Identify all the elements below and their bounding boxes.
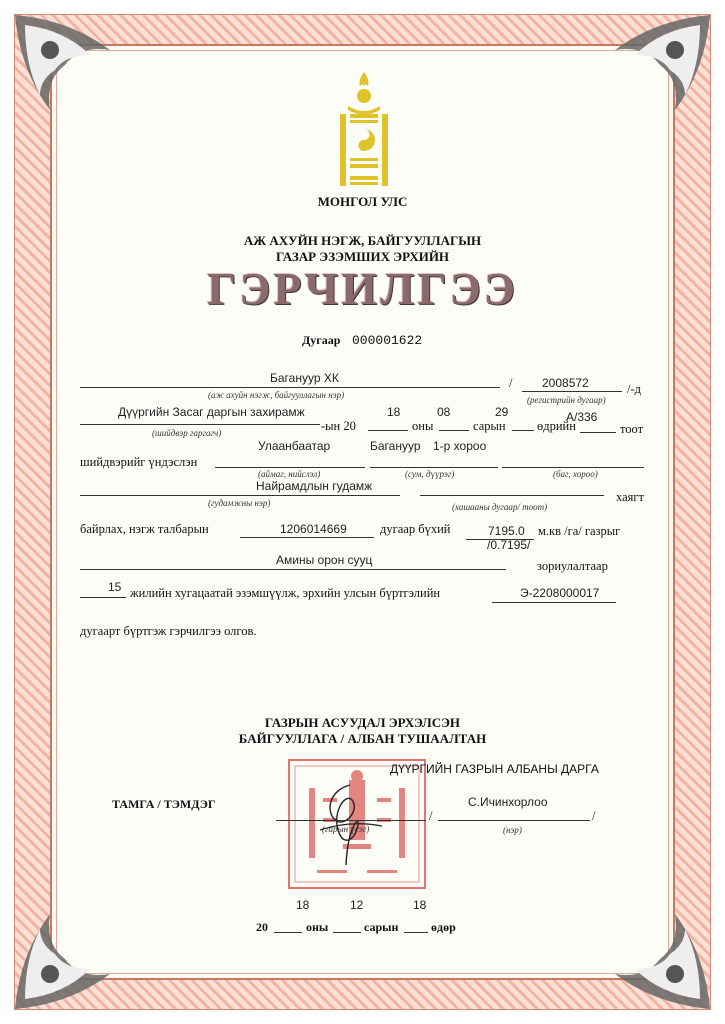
parcel-number: 1206014669: [280, 522, 347, 536]
signature-caption: (гарын үсэг): [322, 824, 370, 834]
aimag-name: Улаанбаатар: [258, 439, 331, 453]
title-line-1: АЖ АХУЙН НЭГЖ, БАЙГУУЛЛАГЫН: [243, 233, 482, 248]
year-suffix: оны: [412, 419, 434, 433]
decision-day: 29: [495, 405, 509, 419]
decision-month-line: [439, 430, 469, 431]
corner-ornament-top-right: [605, 10, 715, 120]
decision-year-line: [368, 430, 408, 431]
month-suffix: сарын: [473, 419, 506, 433]
sum-line: [370, 467, 498, 468]
year-label: -ын 20: [321, 419, 356, 433]
street-name: Найрамдлын гудамж: [256, 479, 373, 493]
issuer-caption: (шийдвэр гаргагч): [152, 428, 222, 438]
org-name: Багануур ХК: [270, 371, 339, 385]
parcel-area-suffix: м.кв /га/ газрыг: [538, 524, 621, 538]
issue-year-suffix: оны: [306, 920, 329, 934]
decree-number: А/336: [566, 410, 598, 424]
signature-slash: /: [429, 809, 433, 823]
reg-number-caption: (регистрийн дугаар): [527, 395, 606, 405]
issue-day-line: [404, 932, 428, 933]
issue-month: 12: [350, 898, 364, 912]
parcel-area-ha: /0.7195/: [487, 538, 531, 552]
corner-ornament-top-left: [10, 10, 120, 120]
registration-number: Э-2208000017: [520, 586, 600, 600]
parcel-number-suffix: дугаар бүхий: [380, 522, 451, 536]
day-suffix: өдрийн: [537, 419, 576, 433]
parcel-label: байрлах, нэгж талбарын: [80, 522, 209, 536]
title-line-2: ГАЗАР ЭЗЭМШИХ ЭРХИЙН: [275, 249, 450, 264]
issue-day-suffix: өдөр: [431, 920, 456, 934]
issuer-line: [80, 424, 320, 425]
term-years: 15: [108, 580, 122, 594]
land-purpose: Амины орон сууц: [276, 553, 373, 567]
issuer-name: Дүүргийн Засаг даргын захирамж: [118, 405, 305, 419]
street-line: [80, 495, 400, 496]
basis-label: шийдвэрийг үндэслэн: [80, 455, 198, 469]
parcel-number-line: [240, 537, 374, 538]
authority-line-1: ГАЗРЫН АСУУДАЛ ЭРХЭЛСЭН: [264, 715, 461, 730]
registration-line: [492, 602, 616, 603]
issue-prefix: 20: [256, 920, 268, 934]
official-name: С.Ичинхорлоо: [468, 795, 548, 809]
purpose-line: [80, 569, 506, 570]
issue-month-line: [333, 932, 361, 933]
reg-number: 2008572: [542, 376, 589, 390]
decree-line: [580, 432, 616, 433]
decision-day-line: [512, 430, 534, 431]
certificate-number: 000001622: [352, 333, 423, 348]
signature-line: [276, 820, 426, 821]
sum-caption: (сум, дүүрэг): [405, 469, 455, 479]
official-name-caption: (нэр): [503, 825, 522, 835]
decree-suffix: тоот: [620, 422, 644, 436]
decision-year: 18: [387, 405, 401, 419]
bag-line: [502, 467, 644, 468]
issue-year-line: [274, 932, 302, 933]
org-name-line: [80, 387, 500, 388]
reg-suffix: /-д: [627, 382, 641, 396]
seal-label: ТАМГА / ТЭМДЭГ: [112, 797, 216, 811]
address-suffix: хаягт: [616, 490, 644, 504]
aimag-caption: (аймаг, нийслэл): [258, 469, 321, 479]
corner-ornament-bottom-left: [10, 904, 120, 1014]
authority-line-2: БАЙГУУЛЛАГА / АЛБАН ТУШААЛТАН: [238, 731, 487, 746]
reg-number-line: [522, 391, 622, 392]
closing-text: дугаарт бүртгэж гэрчилгээ олгов.: [80, 624, 257, 638]
country-name: МОНГОЛ УЛС: [317, 194, 408, 209]
bag-caption: (баг, хороо): [553, 469, 598, 479]
decision-month: 08: [437, 405, 451, 419]
official-position: ДҮҮРГИЙН ГАЗРЫН АЛБАНЫ ДАРГА: [390, 762, 599, 776]
org-name-caption: (аж ахуйн нэгж, байгууллагын нэр): [208, 390, 345, 400]
issue-day: 18: [413, 898, 427, 912]
number-label: Дугаар: [302, 333, 341, 347]
official-name-line: [438, 820, 590, 821]
term-text: жилийн хугацаатай эзэмшүүлж, эрхийн улсын бүртгэлийн: [130, 586, 441, 600]
purpose-suffix: зориулалтаар: [537, 559, 608, 573]
soyombo-emblem-icon: [336, 72, 392, 190]
corner-ornament-bottom-right: [605, 904, 715, 1014]
bag-name: 1-р хороо: [433, 439, 487, 453]
aimag-line: [215, 467, 365, 468]
yard-line: [420, 495, 604, 496]
parcel-area: 7195.0: [488, 524, 525, 538]
term-years-line: [80, 597, 126, 598]
certificate-title: ГЭРЧИЛГЭЭ: [206, 263, 519, 314]
sum-name: Багануур: [370, 439, 421, 453]
yard-caption: (хашааны дугаар/ тоот): [452, 502, 548, 512]
street-caption: (гудамжны нэр): [208, 498, 271, 508]
org-slash: /: [509, 376, 513, 390]
issue-year: 18: [296, 898, 310, 912]
name-slash: /: [592, 809, 596, 823]
issue-month-suffix: сарын: [364, 920, 399, 934]
